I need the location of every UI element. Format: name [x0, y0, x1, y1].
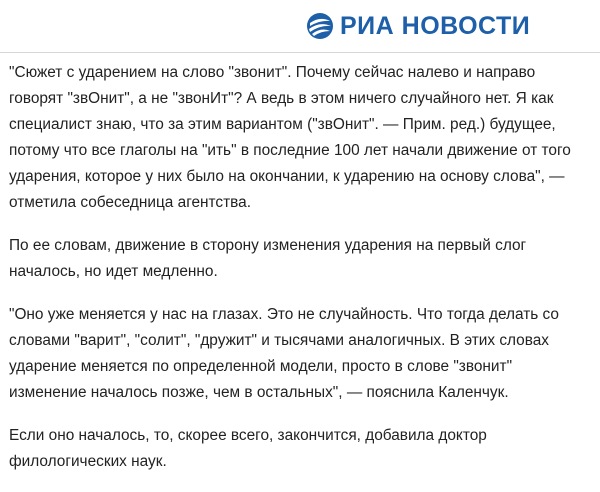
ria-novosti-logo[interactable] — [306, 10, 530, 42]
article-paragraph: "Оно уже меняется у нас на глазах. Это не случайность. Что тогда делать со словами "варит", "солит", "дружит" и тысячами аналогичных. В этих словах ударение меняется по определенной модели, просто в слове "звонит" изменение началось позже, чем в остальных", — пояснила Каленчук. — [9, 306, 559, 401]
header-divider — [0, 52, 600, 53]
article-paragraph: По ее словам, движение в сторону изменения ударения на первый слог началось, но идет медленно. — [9, 237, 527, 280]
article-paragraph: Если оно началось, то, скорее всего, закончится, добавила доктор филологических наук. — [9, 427, 487, 470]
article-body — [9, 60, 593, 492]
article-paragraph: "Сюжет с ударением на слово "звонит". Почему сейчас налево и направо говорят "звОнит", а не "звонИт"? А ведь в этом ничего случайного нет. Я как специалист знаю, что за этим вариантом ("звОнит". — Прим. ред.) будущее, потому что все глаголы на "ить" в последние 100 лет начали движение от того ударения, которое у них было на окончании, к ударению на основу слова", — отметила собеседница агентства. — [9, 64, 571, 211]
logo-text: РИА НОВОСТИ — [340, 12, 531, 40]
site-header — [0, 0, 600, 52]
ria-globe-icon — [306, 12, 334, 40]
